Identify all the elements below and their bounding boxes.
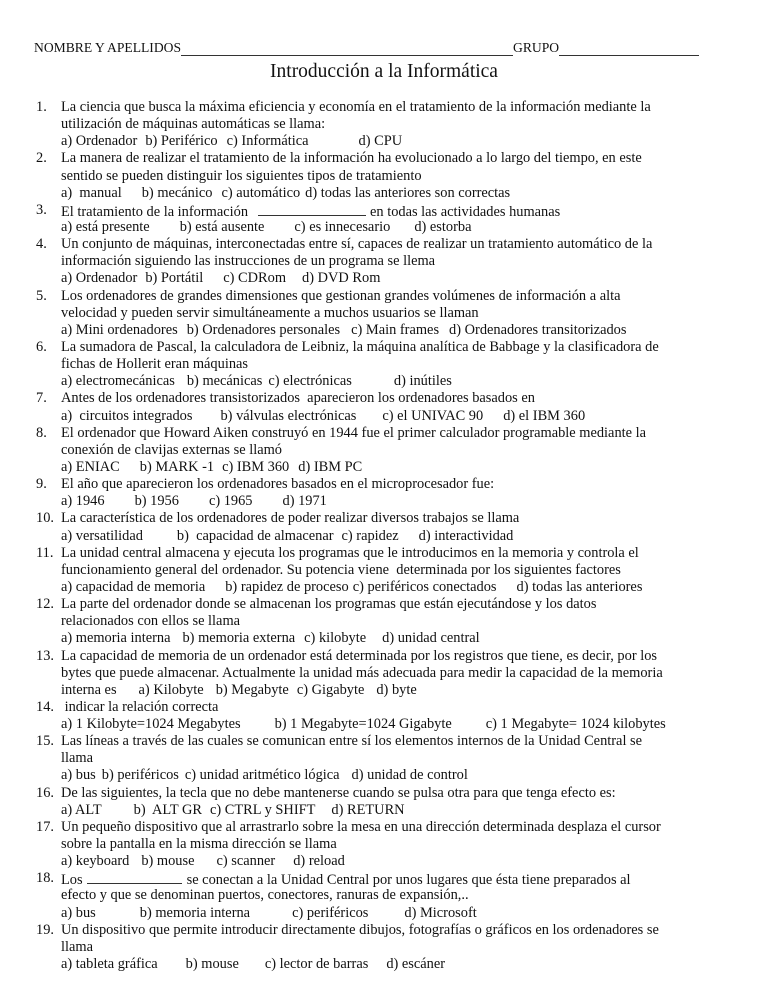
option-a[interactable]: a) bus: [61, 767, 96, 784]
option-b[interactable]: b) válvulas electrónicas: [220, 407, 357, 424]
question-text: La característica de los ordenadores de poder realizar diversos trabajos se llama: [61, 510, 520, 527]
option-d[interactable]: d) CPU: [358, 133, 403, 150]
option-c[interactable]: c) rapidez: [341, 527, 399, 544]
option-d[interactable]: d) interactividad: [418, 527, 514, 544]
question-text: Las líneas a través de las cuales se comunican entre sí los elementos internos de la Unidad Central se: [61, 733, 643, 750]
option-d[interactable]: d) RETURN: [331, 801, 405, 818]
option-c[interactable]: c) lector de barras: [264, 956, 369, 973]
question-text: velocidad y pueden servir simultáneamente a muchos usuarios se llaman: [61, 304, 479, 321]
question: [0, 922, 768, 973]
question-text: conexión de clavijas externas se llamó: [61, 441, 282, 458]
question-text: La parte del ordenador donde se almacenan los programas que están ejecutándose y los datos: [61, 596, 597, 613]
question: [0, 425, 768, 476]
question: [0, 476, 768, 510]
answer-blank[interactable]: [87, 870, 182, 884]
option-d[interactable]: d) Microsoft: [404, 904, 477, 921]
question-text: La manera de realizar el tratamiento de la información ha evolucionado a lo largo del tiempo, en este: [61, 150, 642, 167]
question: [0, 236, 768, 287]
option-b[interactable]: b) mecánico: [141, 184, 213, 201]
question-text: El ordenador que Howard Aiken construyó en 1944 fue el primer calculador programable mediante la: [61, 424, 647, 441]
question-text: Un pequeño dispositivo que al arrastrarlo sobre la mesa en una dirección determinada desplaza el cursor: [61, 818, 661, 835]
question-text: indicar la relación correcta: [61, 698, 219, 715]
page-title: Introducción a la Informática: [270, 61, 498, 82]
option-a[interactable]: a) Ordenador: [61, 270, 138, 287]
question-number: 6.: [36, 338, 47, 355]
question: [0, 819, 768, 870]
option-d[interactable]: d) unidad de control: [351, 767, 468, 784]
question-text: Los: [61, 872, 83, 889]
option-a[interactable]: a) tableta gráfica: [61, 956, 158, 973]
option-a[interactable]: a) capacidad de memoria: [61, 578, 206, 595]
question-number: 11.: [36, 544, 54, 561]
question: [0, 785, 768, 819]
name-label: NOMBRE Y APELLIDOS: [34, 40, 182, 55]
option-a[interactable]: a) electromecánicas: [61, 373, 175, 390]
option-a[interactable]: a) manual: [61, 184, 122, 201]
question: [0, 150, 768, 201]
question: [0, 202, 768, 236]
question-text: De las siguientes, la tecla que no debe mantenerse cuando se pulsa otra para que tenga efecto es:: [61, 784, 616, 801]
question-number: 3.: [36, 201, 47, 218]
option-b[interactable]: b) Portátil: [145, 270, 204, 287]
option-b[interactable]: b) memoria externa: [182, 630, 296, 647]
question-text: El año que aparecieron los ordenadores basados en el microprocesador fue:: [61, 476, 495, 493]
option-c[interactable]: c) 1965: [208, 493, 253, 510]
option-b[interactable]: b) Periférico: [145, 133, 218, 150]
question-text: fichas de Hollerit eran máquinas: [61, 356, 249, 373]
question: [0, 545, 768, 596]
option-d[interactable]: d) 1971: [282, 493, 327, 510]
option-b[interactable]: b) mouse: [141, 853, 195, 870]
option-a[interactable]: a) bus: [61, 904, 96, 921]
question-text: Un dispositivo que permite introducir directamente dibujos, fotografías o gráficos en los ordenadores se: [61, 921, 659, 938]
question: [0, 648, 768, 699]
option-c[interactable]: c) electrónicas: [268, 373, 352, 390]
question-text: La ciencia que busca la máxima eficiencia y economía en el tratamiento de la información mediante la: [61, 99, 651, 115]
option-c[interactable]: c) scanner: [216, 853, 276, 870]
question-text: Un conjunto de máquinas, interconectadas entre sí, capaces de realizar un tratamiento automático de la: [61, 236, 653, 253]
question-number: 18.: [36, 870, 54, 887]
question-number: 7.: [36, 390, 47, 407]
question: [0, 390, 768, 424]
option-c[interactable]: c) periféricos: [292, 904, 369, 921]
question: [0, 99, 768, 150]
question: [0, 699, 768, 733]
option-d[interactable]: d) todas las anteriores son correctas: [305, 184, 511, 201]
option-b[interactable]: b) 1 Megabyte=1024 Gigabyte: [274, 716, 452, 733]
group-field[interactable]: [559, 41, 699, 56]
question-number: 10.: [36, 510, 54, 527]
option-c[interactable]: c) Main frames: [351, 321, 440, 338]
option-a[interactable]: a) versatilidad: [61, 527, 143, 544]
question-text: utilización de máquinas automáticas se llama:: [61, 116, 326, 133]
option-a[interactable]: a) keyboard: [61, 853, 130, 870]
question-text: se conectan a la Unidad Central por unos lugares que ésta tiene preparados al: [186, 872, 631, 889]
option-a[interactable]: a) 1946: [61, 493, 105, 510]
option-c[interactable]: c) kilobyte: [304, 630, 367, 647]
question-text: El tratamiento de la información: [61, 203, 249, 220]
question-number: 15.: [36, 733, 54, 750]
question-text: funcionamiento general del ordenador. Su potencia viene determinada por los siguientes factores: [61, 561, 621, 578]
question-number: 9.: [36, 476, 47, 493]
option-b[interactable]: b) mouse: [185, 956, 239, 973]
option-c[interactable]: c) CDRom: [223, 270, 287, 287]
option-d[interactable]: d) DVD Rom: [302, 270, 381, 287]
option-b[interactable]: b) Ordenadores personales: [186, 321, 341, 338]
question: [0, 733, 768, 784]
option-a[interactable]: a) Mini ordenadores: [61, 321, 178, 338]
option-c[interactable]: c) unidad aritmético lógica: [184, 767, 340, 784]
question-text: efecto y que se denominan puertos, conectores, ranuras de expansión,..: [61, 887, 469, 904]
question-number: 12.: [36, 596, 54, 613]
option-d[interactable]: d) reload: [293, 853, 345, 870]
option-c[interactable]: c) IBM 360: [222, 458, 290, 475]
option-b[interactable]: b) memoria interna: [139, 904, 251, 921]
option-d[interactable]: d) el IBM 360: [503, 407, 586, 424]
option-d[interactable]: d) todas las anteriores: [516, 578, 643, 595]
name-field[interactable]: [181, 41, 513, 56]
question: [0, 510, 768, 544]
option-d[interactable]: d) unidad central: [382, 630, 480, 647]
question-number: 8.: [36, 424, 47, 441]
question-list: [0, 99, 768, 973]
option-c[interactable]: c) periféricos conectados: [352, 578, 497, 595]
question-text: La capacidad de memoria de un ordenador está determinada por los registros que tiene, es decir, por los: [61, 647, 658, 664]
option-b[interactable]: b) mecánicas: [186, 373, 263, 390]
option-a[interactable]: a) ALT: [61, 801, 102, 818]
question-number: 13.: [36, 647, 54, 664]
group-label: GRUPO: [513, 40, 560, 55]
question-text: Antes de los ordenadores transistorizados aparecieron los ordenadores basados en: [61, 390, 535, 407]
option-a[interactable]: a) memoria interna: [61, 630, 171, 647]
question-number: 19.: [36, 921, 54, 938]
question-number: 14.: [36, 698, 54, 715]
option-c[interactable]: c) Informática: [226, 133, 309, 150]
option-b[interactable]: b) capacidad de almacenar: [176, 527, 334, 544]
question: [0, 870, 768, 921]
option-b[interactable]: b) Megabyte: [215, 681, 289, 698]
question-number: 5.: [36, 287, 47, 304]
option-a[interactable]: a) circuitos integrados: [61, 407, 193, 424]
question-text: en todas las actividades humanas: [370, 203, 561, 220]
option-b[interactable]: b) está ausente: [179, 218, 265, 235]
answer-blank[interactable]: [258, 202, 366, 216]
question: [0, 339, 768, 390]
option-d[interactable]: d) escáner: [386, 956, 446, 973]
question-text: sentido se pueden distinguir los siguientes tipos de tratamiento: [61, 167, 422, 184]
option-b[interactable]: b) periféricos: [101, 767, 179, 784]
option-b[interactable]: b) 1956: [134, 493, 179, 510]
question: [0, 288, 768, 339]
question-text: llama: [61, 750, 93, 767]
question-text: bytes que puede almacenar. Actualmente la unidad más adecuada para medir la capacidad de la memoria: [61, 664, 663, 681]
option-c[interactable]: c) automático: [221, 184, 301, 201]
option-d[interactable]: d) Ordenadores transitorizados: [449, 321, 627, 338]
question-text: Los ordenadores de grandes dimensiones que gestionan grandes volúmenes de información a alta: [61, 287, 621, 304]
option-d[interactable]: d) estorba: [414, 218, 472, 235]
question-text: La sumadora de Pascal, la calculadora de Leibniz, la máquina analítica de Babbage y la clasificadora de: [61, 338, 659, 355]
question-number: 1.: [36, 99, 47, 115]
option-d[interactable]: d) inútiles: [393, 373, 452, 390]
question-text: interna es: [61, 681, 117, 698]
option-a[interactable]: a) ENIAC: [61, 458, 120, 475]
question-number: 2.: [36, 150, 47, 167]
option-c[interactable]: c) Gigabyte: [296, 681, 365, 698]
option-a[interactable]: a) está presente: [61, 218, 150, 235]
question-text: relacionados con ellos se llama: [61, 613, 241, 630]
option-b[interactable]: b) rapidez de proceso: [225, 578, 349, 595]
question-text: La unidad central almacena y ejecuta los programas que le introducimos en la memoria y controla el: [61, 544, 639, 561]
option-c[interactable]: c) 1 Megabyte= 1024 kilobytes: [485, 716, 666, 733]
question-text: información siguiendo las instrucciones de un programa se llema: [61, 253, 436, 270]
question: [0, 596, 768, 647]
option-c[interactable]: c) es innecesario: [294, 218, 391, 235]
option-a[interactable]: a) Ordenador: [61, 133, 138, 150]
option-d[interactable]: d) byte: [376, 681, 417, 698]
option-c[interactable]: c) CTRL y SHIFT: [210, 801, 316, 818]
question-number: 17.: [36, 818, 54, 835]
question-number: 4.: [36, 236, 47, 253]
option-a[interactable]: a) Kilobyte: [138, 681, 204, 698]
option-a[interactable]: a) 1 Kilobyte=1024 Megabytes: [61, 716, 241, 733]
option-b[interactable]: b) MARK -1: [139, 458, 215, 475]
student-header: [34, 40, 734, 58]
question-number: 16.: [36, 784, 54, 801]
option-b[interactable]: b) ALT GR: [133, 801, 203, 818]
question-text: sobre la pantalla en la misma dirección se llama: [61, 836, 337, 853]
question-text: llama: [61, 938, 93, 955]
option-c[interactable]: c) el UNIVAC 90: [382, 407, 484, 424]
option-d[interactable]: d) IBM PC: [298, 458, 363, 475]
